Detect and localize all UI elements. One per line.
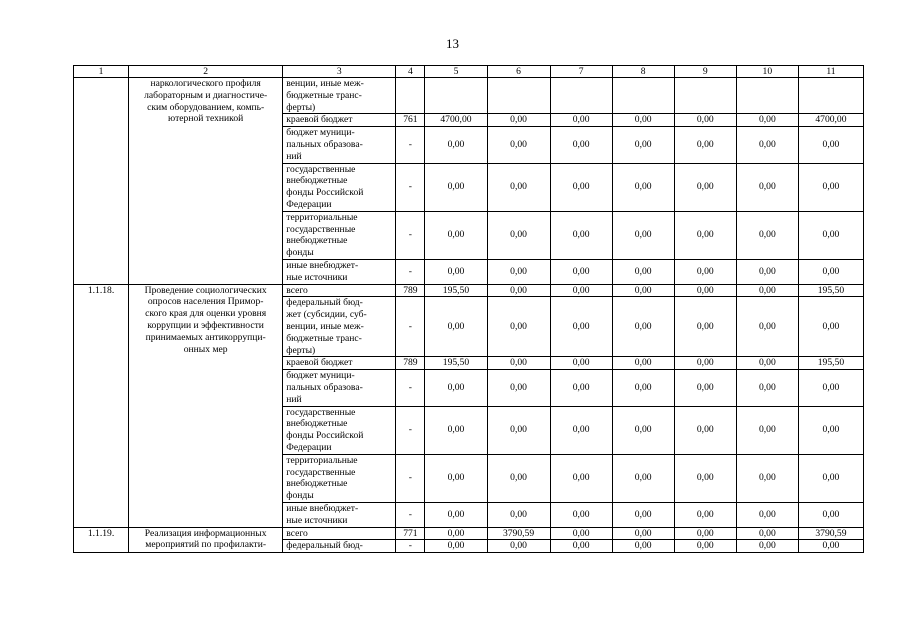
amount-cell: 0,00 [487,114,550,127]
amount-cell: 0,00 [798,259,863,284]
text-line: ферты) [286,101,316,113]
amount-cell: 0,00 [612,454,674,502]
amount-cell: 0,00 [550,114,612,127]
text-line: пальных образова- [286,381,363,393]
amount-cell: 0,00 [550,297,612,357]
budget-code: - [396,163,425,211]
text-line: бюджетные транс- [286,332,362,344]
amount-cell: 0,00 [425,370,487,406]
text-line: иные внебюджет- [286,502,359,514]
amount-cell: 0,00 [674,502,736,527]
amount-cell [612,78,674,114]
text-line: мероприятий по профилакти- [145,539,267,551]
amount-cell: 0,00 [736,502,798,527]
funding-source [283,357,396,370]
amount-cell: 0,00 [674,357,736,370]
text-line: принимаемых антикоррупци- [145,331,266,343]
amount-cell: 0,00 [550,259,612,284]
text-line: государственные [286,466,356,478]
funding-source [283,370,396,406]
amount-cell: 0,00 [736,406,798,454]
budget-code: - [396,454,425,502]
column-number-5: 5 [425,66,487,78]
column-number-9: 9 [674,66,736,78]
column-number-3: 3 [283,66,396,78]
amount-cell: 0,00 [487,211,550,259]
text-line: бюджет муници- [286,370,355,382]
text-line: жет (субсидии, суб- [286,309,367,321]
text-line: опросов населения Примор- [147,296,264,308]
text-line: пальных образова- [286,138,363,150]
text-line: ные источники [286,514,348,526]
budget-code: - [396,297,425,357]
amount-cell: 0,00 [674,284,736,297]
amount-cell: 0,00 [550,502,612,527]
amount-cell: 0,00 [674,127,736,163]
amount-cell: 0,00 [674,163,736,211]
amount-cell: 0,00 [487,540,550,553]
budget-code: 789 [396,284,425,297]
amount-cell: 0,00 [612,297,674,357]
amount-cell: 0,00 [550,357,612,370]
text-line: лабораторным и диагностиче- [144,89,268,101]
amount-cell: 0,00 [612,357,674,370]
text-line: Проведение социологических [144,284,267,296]
text-line: краевой бюджет [286,357,353,369]
amount-cell: 0,00 [612,502,674,527]
amount-cell: 4700,00 [798,114,863,127]
text-line: бюджет муници- [286,127,355,139]
funding-source [283,284,396,297]
amount-cell: 0,00 [487,297,550,357]
amount-cell: 0,00 [487,259,550,284]
page-number: 13 [446,36,459,51]
amount-cell: 0,00 [736,370,798,406]
amount-cell [674,78,736,114]
amount-cell: 0,00 [674,370,736,406]
amount-cell: 0,00 [425,297,487,357]
amount-cell: 4700,00 [425,114,487,127]
amount-cell: 0,00 [798,502,863,527]
funding-source [283,454,396,502]
amount-cell: 0,00 [550,163,612,211]
amount-cell: 0,00 [798,127,863,163]
column-number-2: 2 [129,66,283,78]
amount-cell: 0,00 [798,163,863,211]
amount-cell: 0,00 [425,259,487,284]
amount-cell: 0,00 [612,211,674,259]
funding-source [283,297,396,357]
amount-cell: 0,00 [550,406,612,454]
table-row [74,527,864,540]
amount-cell: 0,00 [487,370,550,406]
text-line: бюджетные транс- [286,89,362,101]
amount-cell: 0,00 [487,406,550,454]
item-code [74,78,129,285]
text-line: Федерации [286,198,332,210]
item-description [129,78,283,285]
text-line: Реализация информационных [144,527,267,539]
text-line: Федерации [286,441,332,453]
column-number-11: 11 [798,66,863,78]
funding-source [283,259,396,284]
text-line: всего [286,284,308,296]
budget-code: - [396,502,425,527]
text-line: фонды Российской [286,430,364,442]
text-line: федеральный бюд- [286,297,363,309]
funding-source [283,540,396,553]
amount-cell: 3790,59 [487,527,550,540]
amount-cell: 195,50 [425,284,487,297]
item-code: 1.1.19. [74,527,129,553]
text-line: коррупции и эффективности [147,319,264,331]
amount-cell: 0,00 [674,540,736,553]
amount-cell: 0,00 [612,370,674,406]
amount-cell: 0,00 [487,284,550,297]
amount-cell: 0,00 [736,114,798,127]
amount-cell: 195,50 [798,284,863,297]
budget-code: - [396,127,425,163]
amount-cell: 0,00 [487,502,550,527]
item-description [129,284,283,527]
amount-cell [425,78,487,114]
table-row [74,284,864,297]
amount-cell: 0,00 [736,357,798,370]
column-number-1: 1 [74,66,129,78]
text-line: внебюджетные [286,175,348,187]
text-line: ний [286,393,302,405]
text-line: ные источники [286,271,348,283]
amount-cell: 0,00 [736,527,798,540]
amount-cell: 0,00 [798,540,863,553]
amount-cell: 0,00 [612,259,674,284]
amount-cell: 0,00 [425,502,487,527]
amount-cell: 0,00 [674,114,736,127]
text-line: фонды Российской [286,187,364,199]
amount-cell: 0,00 [550,370,612,406]
amount-cell: 0,00 [425,540,487,553]
budget-code: - [396,259,425,284]
text-line: ферты) [286,344,316,356]
text-line: внебюджетные [286,418,348,430]
text-line: территориальные [286,454,358,466]
funding-source [283,502,396,527]
text-line: государственные [286,406,356,418]
amount-cell: 0,00 [798,406,863,454]
amount-cell: 0,00 [487,454,550,502]
column-number-6: 6 [487,66,550,78]
amount-cell: 0,00 [674,297,736,357]
column-number-7: 7 [550,66,612,78]
amount-cell: 0,00 [425,454,487,502]
amount-cell: 0,00 [612,284,674,297]
budget-code: - [396,540,425,553]
amount-cell: 0,00 [612,163,674,211]
text-line: государственные [286,223,356,235]
budget-code: 771 [396,527,425,540]
amount-cell: 0,00 [425,527,487,540]
amount-cell: 0,00 [487,163,550,211]
amount-cell: 0,00 [736,454,798,502]
amount-cell: 0,00 [550,527,612,540]
amount-cell: 0,00 [736,284,798,297]
amount-cell: 195,50 [798,357,863,370]
column-number-10: 10 [736,66,798,78]
amount-cell: 0,00 [736,297,798,357]
amount-cell: 0,00 [798,297,863,357]
text-line: внебюджетные [286,235,348,247]
amount-cell: 0,00 [612,527,674,540]
amount-cell: 0,00 [425,211,487,259]
amount-cell: 0,00 [674,454,736,502]
budget-table [73,65,864,553]
budget-code: 789 [396,357,425,370]
amount-cell: 0,00 [674,211,736,259]
amount-cell: 0,00 [550,211,612,259]
amount-cell: 0,00 [612,406,674,454]
budget-code: - [396,211,425,259]
funding-source [283,78,396,114]
amount-cell: 0,00 [550,284,612,297]
amount-cell: 0,00 [612,114,674,127]
amount-cell [487,78,550,114]
amount-cell [550,78,612,114]
text-line: венции, иные меж- [286,78,364,89]
text-line: наркологического профиля [150,78,261,89]
column-number-4: 4 [396,66,425,78]
amount-cell: 0,00 [550,127,612,163]
table-header [74,66,864,78]
amount-cell: 0,00 [425,163,487,211]
amount-cell: 0,00 [674,527,736,540]
text-line: ютерной техникой [168,113,244,125]
item-description [129,527,283,553]
text-line: фонды [286,490,314,502]
amount-cell: 0,00 [798,370,863,406]
table-body [74,78,864,553]
amount-cell: 195,50 [425,357,487,370]
amount-cell: 0,00 [487,127,550,163]
text-line: ским оборудованием, компь- [147,101,265,113]
amount-cell: 0,00 [736,163,798,211]
column-number-8: 8 [612,66,674,78]
amount-cell: 0,00 [612,540,674,553]
amount-cell: 0,00 [674,259,736,284]
funding-source [283,211,396,259]
amount-cell: 0,00 [425,406,487,454]
funding-source [283,114,396,127]
amount-cell: 0,00 [736,540,798,553]
item-code: 1.1.18. [74,284,129,527]
funding-source [283,127,396,163]
table-row [74,78,864,114]
amount-cell: 0,00 [612,127,674,163]
amount-cell: 3790,59 [798,527,863,540]
funding-source [283,406,396,454]
funding-source [283,163,396,211]
text-line: венции, иные меж- [286,320,364,332]
text-line: ний [286,150,302,162]
budget-code: - [396,370,425,406]
text-line: иные внебюджет- [286,259,359,271]
amount-cell [736,78,798,114]
amount-cell: 0,00 [736,211,798,259]
text-line: федеральный бюд- [286,540,363,552]
amount-cell: 0,00 [550,454,612,502]
amount-cell: 0,00 [550,540,612,553]
budget-code: - [396,406,425,454]
text-line: краевой бюджет [286,114,353,126]
amount-cell: 0,00 [674,406,736,454]
text-line: фонды [286,247,314,259]
amount-cell: 0,00 [736,259,798,284]
amount-cell: 0,00 [798,211,863,259]
amount-cell: 0,00 [425,127,487,163]
budget-code [396,78,425,114]
budget-code: 761 [396,114,425,127]
amount-cell: 0,00 [798,454,863,502]
amount-cell: 0,00 [487,357,550,370]
text-line: всего [286,527,308,539]
text-line: онных мер [183,343,228,355]
amount-cell [798,78,863,114]
amount-cell: 0,00 [736,127,798,163]
text-line: внебюджетные [286,478,348,490]
text-line: ского края для оценки уровня [145,308,267,320]
funding-source [283,527,396,540]
text-line: государственные [286,163,356,175]
text-line: территориальные [286,211,358,223]
